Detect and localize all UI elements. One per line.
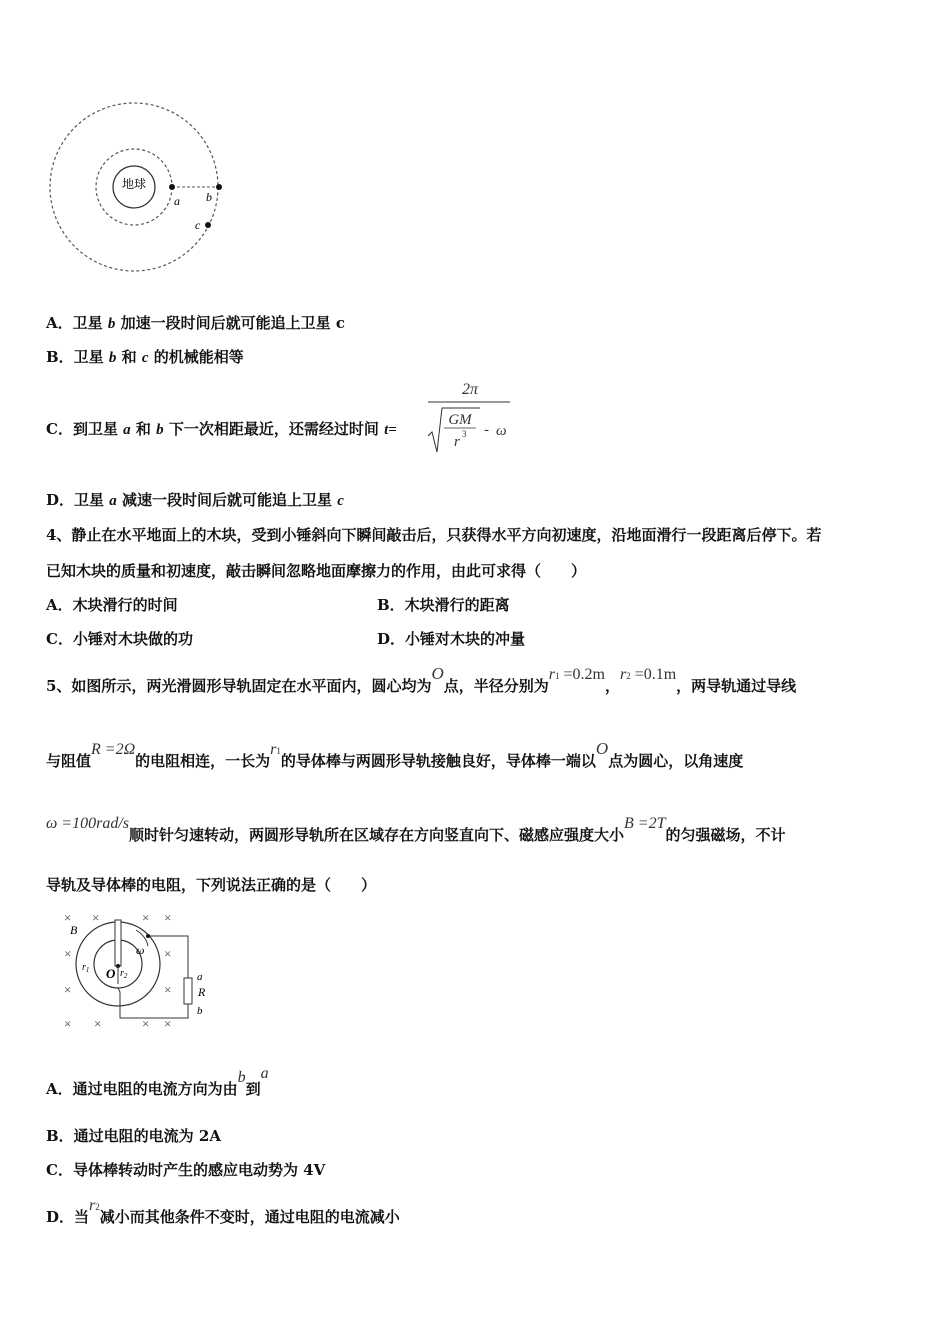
label-omega: ω — [136, 943, 145, 957]
field-cross: × — [164, 1016, 172, 1031]
rail-figure — [56, 906, 226, 1036]
field-cross: × — [64, 946, 72, 961]
field-cross: × — [142, 910, 150, 925]
q4-option-a: A．木块滑行的时间 — [46, 596, 178, 614]
q5-option-d: D．当$r^2$减小而其他条件不变时，通过电阻的电流减小 — [46, 1197, 400, 1226]
label-b: b — [206, 190, 212, 204]
formula-omega: ω — [496, 423, 507, 439]
label-r2: $r_2$ — [120, 968, 128, 980]
q4-option-c: C．小锤对木块做的功 — [46, 630, 193, 648]
q5-option-c: C．导体棒转动时产生的感应电动势为 4V — [46, 1161, 326, 1179]
q4-stem-line2: 已知木块的质量和初速度，敲击瞬间忽略地面摩擦力的作用，由此可求得（ ） — [46, 562, 587, 580]
orbit-figure — [46, 95, 226, 280]
field-cross: × — [92, 910, 100, 925]
formula-r: r — [454, 434, 460, 450]
label-a: a — [174, 194, 180, 208]
formula-gm: GM — [448, 412, 472, 428]
field-cross: × — [142, 1016, 150, 1031]
label-b: b — [197, 1005, 203, 1017]
formula-exp: 3 — [462, 429, 467, 439]
field-cross: × — [164, 946, 172, 961]
q4-stem-line1: 4、静止在水平地面上的木块，受到小锤斜向下瞬间敲击后，只获得水平方向初速度，沿地面滑行一段距离后停下。若 — [46, 526, 822, 544]
field-cross: × — [64, 1016, 72, 1031]
label-r1: $r_1$ — [82, 962, 90, 974]
q3-option-d: D．卫星 a 减速一段时间后就可能追上卫星 c — [46, 491, 344, 509]
q5-option-a: A．通过电阻的电流方向为由b到a — [46, 1065, 269, 1098]
wire-contact — [146, 934, 150, 938]
q3-option-a: A．卫星 b 加速一段时间后就可能追上卫星 c — [46, 314, 345, 332]
field-cross: × — [164, 982, 172, 997]
q5-stem-line4: 导轨及导体棒的电阻，下列说法正确的是（ ） — [46, 876, 377, 894]
resistor — [184, 978, 192, 1004]
q3-option-c: C．到卫星 a 和 b 下一次相距最近，还需经过时间 t= — [46, 420, 397, 438]
q3-option-b: B．卫星 b 和 c 的机械能相等 — [46, 348, 244, 366]
q5-stem-line3: ω =100rad/s顺时针匀速转动，两圆形导轨所在区域存在方向竖直向下、磁感应强度大小B =2T的匀强磁场，不计 — [46, 815, 786, 844]
satellite-c — [205, 222, 211, 228]
q4-option-d: D．小锤对木块的冲量 — [377, 630, 526, 648]
time-formula — [424, 374, 524, 456]
field-cross: × — [64, 910, 72, 925]
formula-numerator: 2π — [461, 381, 479, 398]
satellite-a — [169, 184, 175, 190]
label-B: B — [70, 923, 78, 937]
wire-bottom — [118, 988, 188, 1018]
q5-stem-line2: 与阻值R =2Ω的电阻相连，一长为$r^1$的导体棒与两圆形导轨接触良好，导体棒一端以O点为圆心，以角速度 — [46, 739, 744, 770]
earth-label: 地球 — [121, 177, 147, 191]
formula-minus: - — [484, 422, 489, 438]
label-R: R — [198, 985, 206, 999]
q5-option-b: B．通过电阻的电流为 2A — [46, 1127, 221, 1145]
field-cross: × — [64, 982, 72, 997]
field-cross: × — [164, 910, 172, 925]
q4-option-b: B．木块滑行的距离 — [377, 596, 510, 614]
label-a: a — [197, 971, 203, 983]
field-cross: × — [94, 1016, 102, 1031]
label-O: O — [106, 966, 116, 981]
conductor-rod — [115, 920, 121, 966]
q5-stem-line1: 5、如图所示，两光滑圆形导轨固定在水平面内，圆心均为O点，半径分别为$r^1 =0.2m$，$r^2 =0.1m$，两导轨通过导线 — [46, 664, 797, 695]
label-c: c — [195, 218, 201, 232]
satellite-b — [216, 184, 222, 190]
